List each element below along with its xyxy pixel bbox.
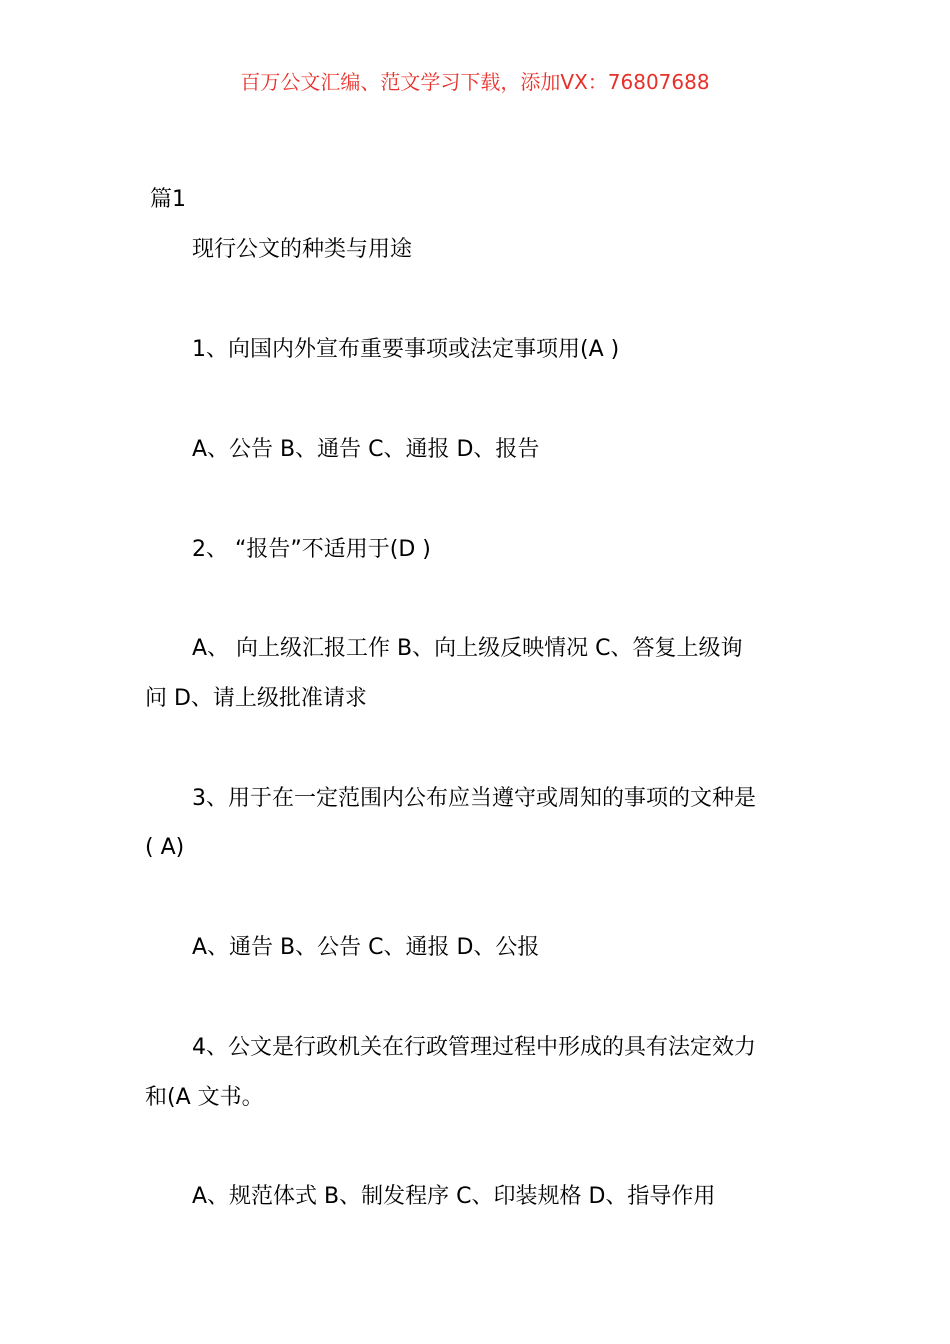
question-4-line-1: 4、公文是行政机关在行政管理过程中形成的具有法定效力 (192, 1035, 756, 1060)
question-3-line-1: 3、用于在一定范围内公布应当遵守或周知的事项的文种是 (192, 786, 756, 811)
options-3: A、通告 B、公告 C、通报 D、公报 (192, 935, 540, 960)
options-4: A、规范体式 B、制发程序 C、印装规格 D、指导作用 (192, 1184, 716, 1209)
question-2: 2、 “报告”不适用于(D ) (192, 537, 431, 562)
section-label: 篇1 (150, 187, 186, 212)
document-title: 现行公文的种类与用途 (192, 237, 413, 262)
options-1: A、公告 B、通告 C、通报 D、报告 (192, 437, 540, 462)
watermark-header: 百万公文汇编、范文学习下载，添加VX：76807688 (240, 70, 710, 94)
question-4-line-2: 和(A 文书。 (145, 1085, 264, 1110)
options-2-line-1: A、 向上级汇报工作 B、向上级反映情况 C、答复上级询 (192, 636, 743, 661)
question-1: 1、向国内外宣布重要事项或法定事项用(A ) (192, 337, 620, 362)
question-3-line-2: ( A) (145, 835, 185, 860)
options-2-line-2: 问 D、请上级批准请求 (145, 686, 367, 711)
